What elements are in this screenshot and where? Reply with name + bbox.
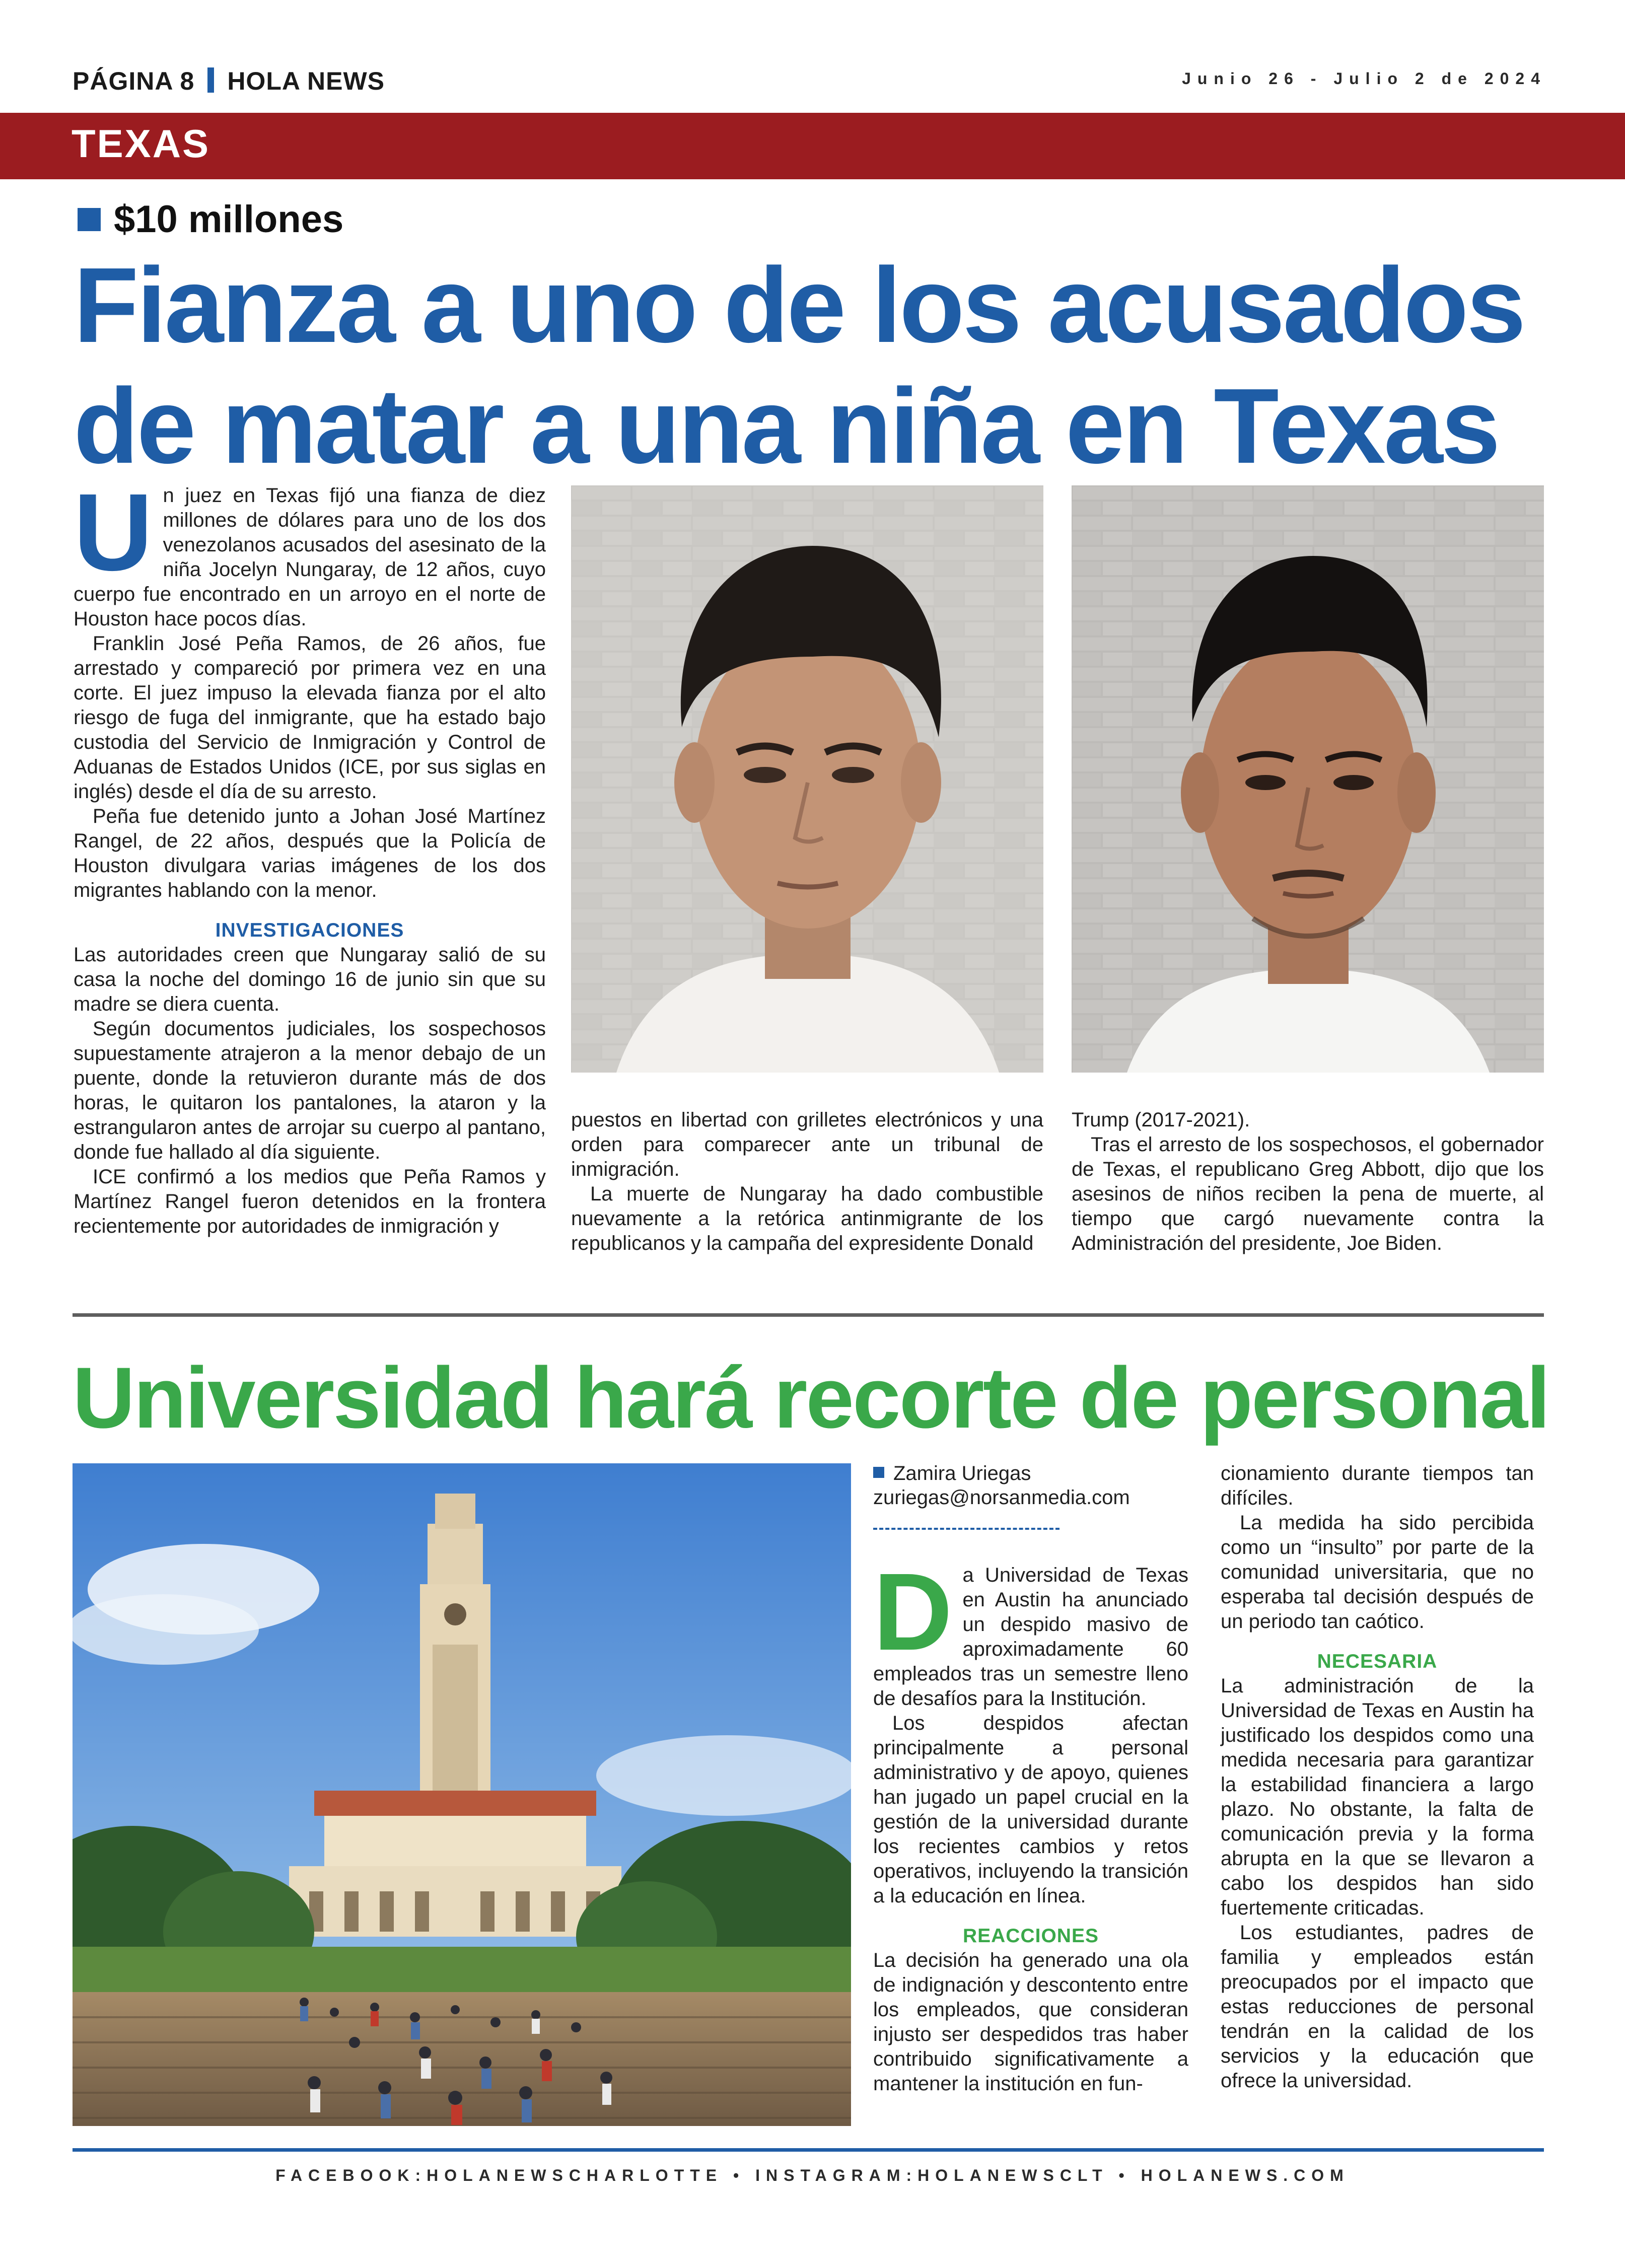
article2-paragraph: La administración de la Universidad de Texas en Austin ha justificado los despidos como una medida necesaria para garantizar la estabilidad financiera a largo plazo. No obstante, la falta de comunicación previa y la forma abrupta en la que se llevaron a cabo los despidos han sido fuertemente criticadas. [1221, 1675, 1534, 1919]
mugshot-illustration [1072, 485, 1544, 1073]
issue-date: Junio 26 - Julio 2 de 2024 [1182, 69, 1546, 88]
byline-square-icon [873, 1467, 884, 1478]
article1-paragraph: Según documentos judiciales, los sospechosos supuestamente atrajeron a la menor debajo de un puente, donde la retuvieron durante más de dos horas, le quitaron los pantalones, la ataron y la estrangularon antes de arrojar su cuerpo al pantano, donde fue hallado al día siguiente. [74, 1018, 546, 1163]
article1-subhead-investigaciones: INVESTIGACIONES [215, 919, 404, 941]
campus-illustration [73, 1463, 851, 2126]
article1-paragraph: Las autoridades creen que Nungaray salió de su casa la noche del domingo 16 de junio sin que su madre se diera cuenta. [74, 944, 546, 1015]
article1-paragraph: puestos en libertad con grilletes electrónicos y una orden para comparecer ante un tribunal de inmigración. [571, 1109, 1043, 1180]
article2-paragraph: Los despidos afectan principalmente a personal administrativo y de apoyo, quienes han jugado un papel crucial en la gestión de la universidad durante los recientes cambios y retos operativos, incluyendo la transición a la educación en línea. [873, 1712, 1188, 1907]
article1-paragraph: Tras el arresto de los sospechosos, el gobernador de Texas, el republicano Greg Abbott, dijo que los asesinos de niños reciben la pena de muerte, al tiempo que cargó nuevamente contra la Administración del presidente, Joe Biden. [1072, 1133, 1544, 1254]
article1-column-3 [1072, 1108, 1544, 1256]
article1-paragraph: La muerte de Nungaray ha dado combustible nuevamente a la retórica antinmigrante de los republicanos y la campaña del expresidente Donald [571, 1183, 1043, 1254]
article2-dropcap: D [873, 1551, 953, 1673]
page-number: PÁGINA 8 [73, 67, 195, 95]
article1-column-2 [571, 1108, 1043, 1256]
article1-dropcap: U [74, 471, 153, 594]
page-header [73, 66, 385, 96]
article1-paragraph: ICE confirmó a los medios que Peña Ramos y Martínez Rangel fueron detenidos en la frontera recientemente por autoridades de inmigración y [74, 1166, 546, 1237]
footer-rule [73, 2148, 1544, 2152]
article1-kicker [78, 197, 343, 241]
kicker-text: $10 millones [114, 198, 344, 241]
article1-paragraph: Franklin José Peña Ramos, de 26 años, fue arrestado y compareció por primera vez en una corte. El juez impuso la elevada fianza por el alto riesgo de fuga del inmigrante, que ha estado bajo custodia del Servicio de Inmigración y Control de Aduanas de Estados Unidos (ICE, por sus siglas en inglés) desde el día de su arresto. [74, 632, 546, 803]
university-tower-photo [73, 1463, 851, 2126]
mugshot-photo-martinez-rangel [1072, 485, 1544, 1073]
article2-paragraph: Los estudiantes, padres de familia y empleados están preocupados por el impacto que estas reducciones de personal tendrán en la calidad de los servicios y la educación que ofrece la universidad. [1221, 1922, 1534, 2092]
article2-paragraph: cionamiento durante tiempos tan difíciles. [1221, 1462, 1534, 1509]
article1-headline-line1: Fianza a uno de los acusados [74, 245, 1524, 365]
byline-rule [873, 1528, 1059, 1530]
article1-headline-line2: de matar a una niña en Texas [74, 366, 1499, 485]
byline-author: Zamira Uriegas [893, 1462, 1031, 1484]
publication-name: HOLA NEWS [227, 67, 385, 95]
article2-column-1 [873, 1551, 1188, 2096]
article2-paragraph: La medida ha sido percibida como un “insulto” por parte de la comunidad universitaria, que no esperaba tal decisión después de un periodo tan caótico. [1221, 1512, 1534, 1633]
article1-paragraph: n juez en Texas fijó una fianza de diez millones de dólares para uno de los dos venezolanos acusados del asesinato de la niña Jocelyn Nungaray, de 12 años, cuyo cuerpo fue encontrado en un arroyo en el norte de Houston hace pocos días. [74, 484, 546, 630]
article1-column-1 [74, 471, 546, 1239]
byline-email[interactable]: zuriegas@norsanmedia.com [873, 1486, 1130, 1509]
article1-paragraph: Trump (2017-2021). [1072, 1109, 1250, 1131]
article2-headline: Universidad hará recorte de personal [73, 1350, 1549, 1446]
article1-paragraph: Peña fue detenido junto a Johan José Martínez Rangel, de 22 años, después que la Policía de Houston divulgara varias imágenes de los dos migrantes hablando con la menor. [74, 805, 546, 901]
kicker-square-icon [78, 208, 101, 231]
section-title: TEXAS [72, 121, 210, 166]
section-bar [0, 113, 1625, 179]
mugshot-illustration [571, 485, 1043, 1073]
article2-byline [873, 1461, 1130, 1510]
article2-paragraph: a Universidad de Texas en Austin ha anunciado un despido masivo de aproximadamente 60 empleados tras un semestre lleno de desafíos para la Institución. [873, 1564, 1188, 1710]
article2-subhead-reacciones: REACCIONES [962, 1925, 1099, 1947]
article2-subhead-necesaria: NECESARIA [1317, 1651, 1438, 1672]
footer-social-links: FACEBOOK:HOLANEWSCHARLOTTE • INSTAGRAM:HOLANEWSCLT • HOLANEWS.COM [275, 2166, 1350, 2184]
mugshot-photo-pena-ramos [571, 485, 1043, 1073]
article2-column-2 [1221, 1461, 1534, 2093]
header-divider [207, 67, 214, 93]
article-divider [73, 1313, 1544, 1317]
article2-paragraph: La decisión ha generado una ola de indignación y descontento entre los empleados, que consideran injusto ser despedidos tras haber contribuido significativamente a mantener la institución en fun- [873, 1949, 1188, 2095]
